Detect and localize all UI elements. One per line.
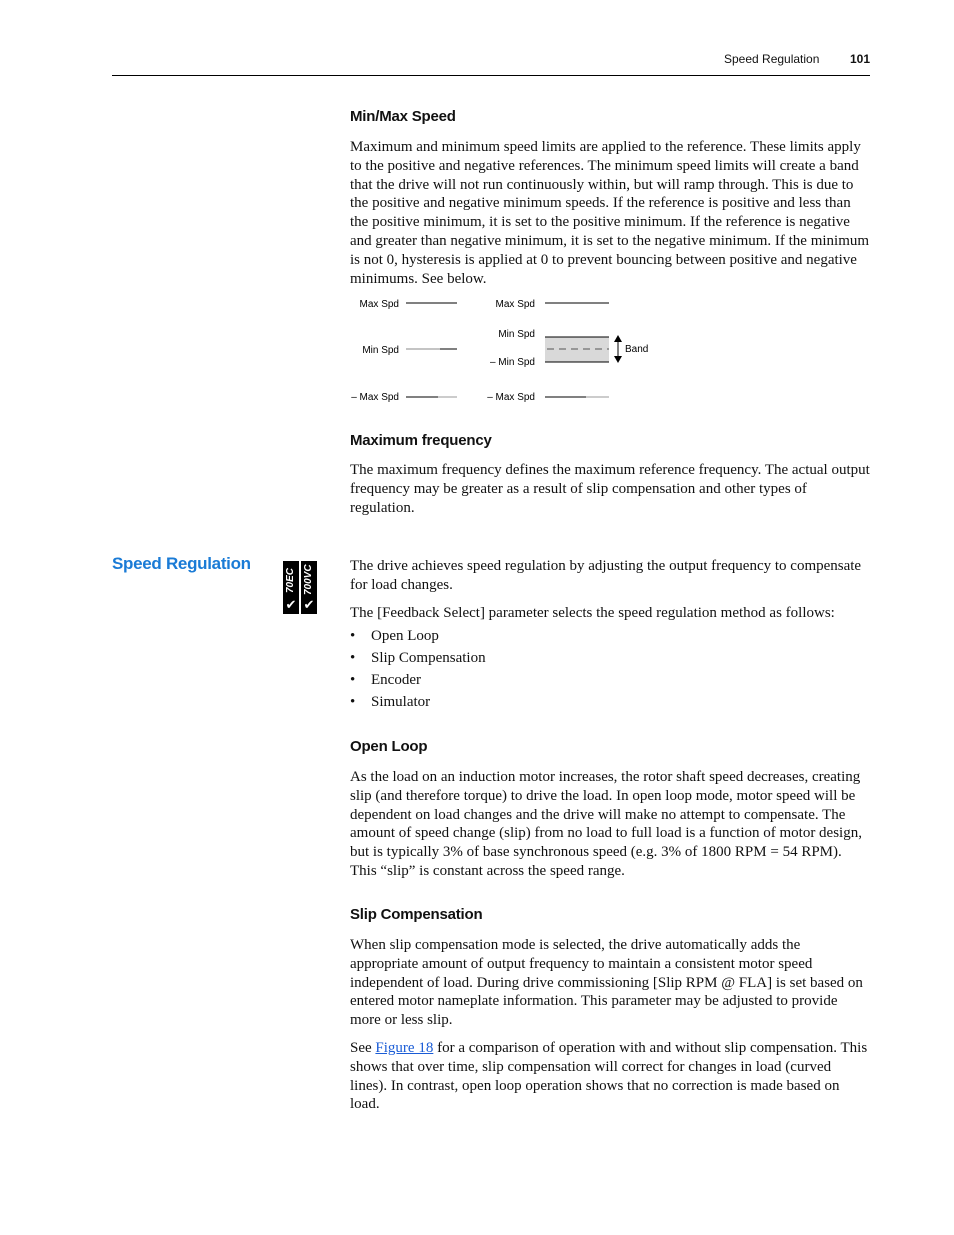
fig-band-arrow-up — [614, 335, 622, 342]
header-page-number: 101 — [850, 52, 871, 66]
minmax-heading: Min/Max Speed — [350, 108, 456, 125]
drive-badge-70ec — [283, 561, 299, 614]
slipcomp-paragraph2 — [350, 1039, 870, 1114]
openloop-heading: Open Loop — [350, 738, 428, 755]
list-item: • Open Loop — [350, 625, 870, 647]
bullet-icon: • — [350, 650, 356, 666]
maxfreq-paragraph: The maximum frequency defines the maximum reference frequency. The actual output frequency may be greater as a result of slip compensation and other types of regulation. — [350, 462, 870, 516]
speedreg-para2: The [Feedback Select] parameter selects the speed regulation method as follows: — [350, 605, 835, 621]
figure-18-link[interactable]: Figure 18 — [375, 1040, 434, 1056]
openloop-paragraph: As the load on an induction motor increases, the rotor shaft speed decreases, creating slip (and therefore torque) to drive the load. In open loop mode, motor speed will be dependent on load changes and the drive will make no attempt to compensate. The amount of speed change (slip) from no load to full load is a function of motor design, but is typically 3% of base synchronous speed (e.g. 3% of 1800 RPM = 54 RPM). This “slip” is constant across the speed range. — [350, 769, 862, 879]
slipcomp-p2-suffix: for a comparison of operation with and without slip compensation. This shows that over time, slip compensation will correct for changes in load (curved lines). In contrast, open loop operation shows that no correction is made based on load. — [350, 1040, 868, 1113]
list-item: • Slip Compensation — [350, 647, 870, 669]
min-max-speed-figure — [340, 290, 680, 410]
slipcomp-heading: Slip Compensation — [350, 906, 483, 923]
fig-right-negmax-label: – Max Spd — [487, 392, 535, 403]
slipcomp-paragraph1: When slip compensation mode is selected, the drive automatically adds the appropriate amount of output frequency to maintain a consistent motor speed independent of load. During drive commissioning [Slip RPM @ FLA] is set based on entered motor nameplate information. This parameter may be adjusted to provide more or less slip. — [350, 937, 863, 1029]
speedreg-para1: The drive achieves speed regulation by adjusting the output frequency to compensate for load changes. — [350, 558, 862, 593]
maxfreq-heading: Maximum frequency — [350, 432, 492, 449]
fig-left-min-label: Min Spd — [362, 345, 399, 356]
fig-right-negmin-label: – Min Spd — [489, 357, 535, 368]
badge-70ec-label: 70EC — [285, 567, 296, 593]
list-item: • Simulator — [350, 691, 870, 713]
header-rule — [112, 75, 870, 76]
minmax-paragraph: Maximum and minimum speed limits are applied to the reference. These limits apply to the positive and negative references. The minimum speed limits will create a band that the drive will not run continuously within, but will ramp through. This is due to the positive and negative minimum speeds. If the reference is positive and less than the positive minimum, it is set to the positive minimum. If the reference is negative and greater than negative minimum, it is set to the negative minimum. If the minimum is not 0, hysteresis is applied at 0 to prevent bouncing between positive and negative minimums. See below. — [350, 139, 870, 287]
badge-700vc-label: 700VC — [303, 564, 314, 595]
bullet-icon: • — [350, 694, 356, 710]
fig-left-negmax-label: – Max Spd — [351, 392, 399, 403]
slipcomp-p2-prefix: See — [350, 1040, 376, 1056]
fig-band-label: Band — [625, 344, 649, 355]
speedreg-method-list — [350, 625, 870, 713]
bullet-icon: • — [350, 628, 356, 644]
fig-left-max-label: Max Spd — [359, 299, 399, 310]
fig-band-arrow-down — [614, 356, 622, 363]
header-section-title: Speed Regulation — [724, 52, 820, 66]
bullet-icon: • — [350, 672, 356, 688]
fig-right-max-label: Max Spd — [495, 299, 535, 310]
fig-right-min-label: Min Spd — [498, 329, 535, 340]
check-icon: ✔ — [285, 598, 297, 613]
drive-badge-700vc — [301, 561, 317, 614]
list-item: • Encoder — [350, 669, 870, 691]
speed-regulation-heading: Speed Regulation — [112, 554, 251, 573]
check-icon: ✔ — [303, 598, 315, 613]
